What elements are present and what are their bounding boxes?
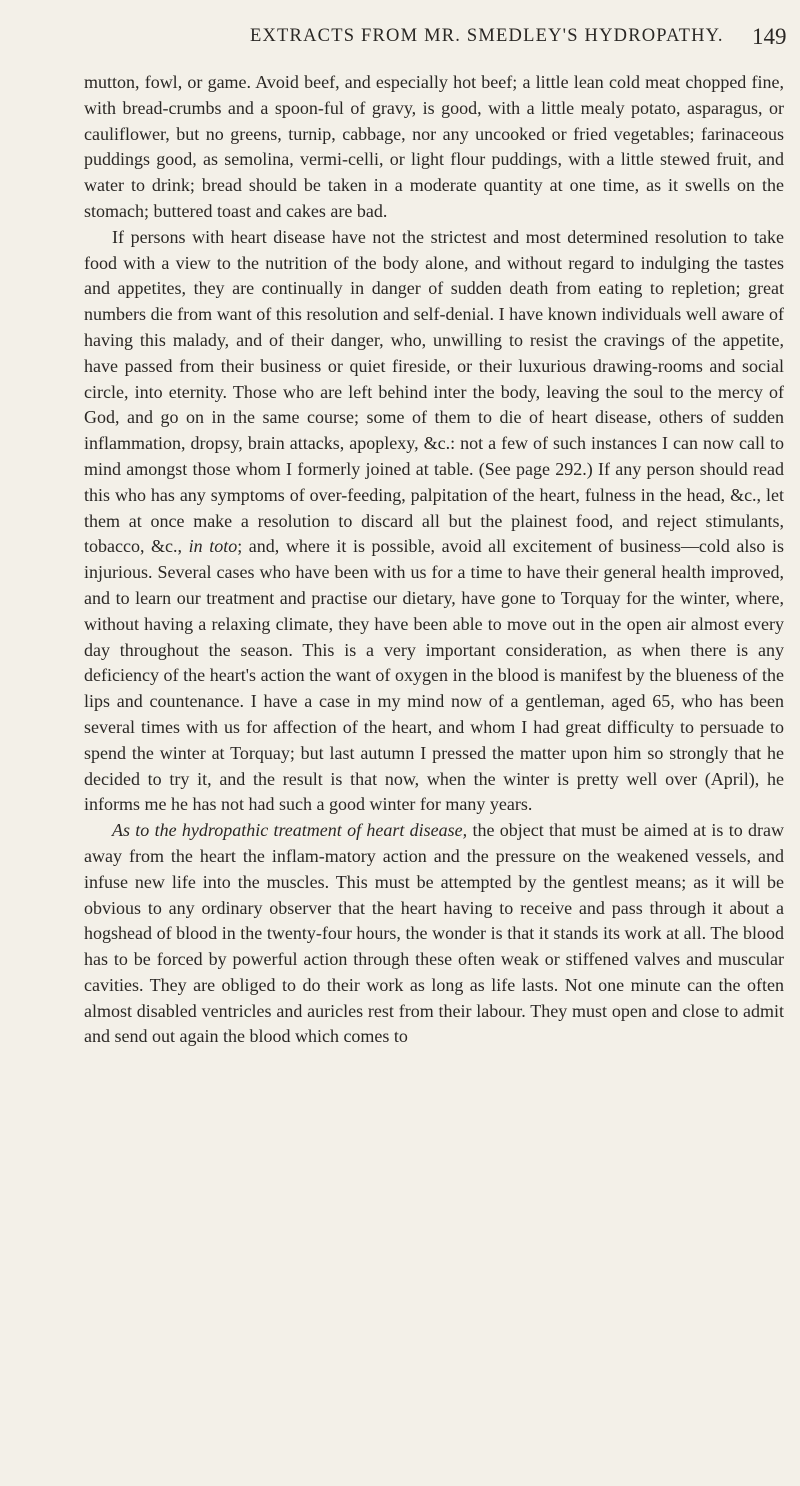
page-body	[84, 70, 784, 1470]
page-header	[40, 24, 787, 60]
paragraph-hydropathic-treatment	[84, 818, 784, 1050]
paragraph-hydropathic-treatment-text: the object that must be aimed at is to draw away from the heart the inflam-matory action and the pressure on the weakened vessels, and infuse new life into the muscles. This must be attempted by the gentlest means; as it will be obvious to any ordinary observer that the heart having to receive and pass through it about a hogshead of blood in the twenty-four hours, the wonder is that it stands its work at all. The blood has to be forced by powerful action through these often weak or stiffened valves and muscular cavities. They are obliged to do their work as long as life lasts. Not one minute can the often almost disabled ventricles and auricles rest from their labour. They must open and close to admit and send out again the blood which comes to	[84, 820, 784, 1047]
paragraph-diet-text: mutton, fowl, or game. Avoid beef, and especially hot beef; a little lean cold meat chopped fine, with bread-crumbs and a spoon-ful of gravy, is good, with a little mealy potato, asparagus, or cauliflower, but no greens, turnip, cabbage, nor any uncooked or fried vegetables; farinaceous puddings good, as semolina, vermi-celli, or light flour puddings, with a little stewed fruit, and water to drink; bread should be taken in a moderate quantity at one time, as it swells on the stomach; buttered toast and cakes are bad.	[84, 72, 784, 221]
paragraph-heart-disease-resolution-text: If persons with heart disease have not the strictest and most determined resolution to take food with a view to the nutrition of the body alone, and without regard to indulging the tastes and appetites, they are continually in danger of sudden death from eating to repletion; great numbers die from want of this resolution and self-denial. I have known individuals well aware of having this malady, and of their danger, who, unwilling to resist the cravings of the appetite, have passed from their business or quiet fireside, or their luxurious drawing-rooms and social circle, into eternity. Those who are left behind inter the body, leaving the soul to the mercy of God, and go on in the same course; some of them to die of heart disease, others of sudden inflammation, dropsy, brain attacks, apoplexy, &c.: not a few of such instances I can now call to mind amongst those whom I formerly joined at table. (See page 292.) If any person should read this who has any symptoms of over-feeding, palpitation of the heart, fulness in the head, &c., let them at once make a resolution to discard all but the plainest food, and reject stimulants, tobacco, &c.,	[84, 226, 784, 557]
paragraph-diet	[84, 70, 784, 225]
page-number: 149	[752, 24, 787, 49]
paragraph-heart-disease-resolution-italic: in toto	[188, 536, 238, 557]
paragraph-hydropathic-treatment-italic: As to the hydropathic treatment of heart disease,	[112, 820, 468, 841]
paragraph-heart-disease-resolution-end: ; and, where it is possible, avoid all excitement of business—cold also is injurious. Several cases who have been with us for a time to have their general health improved, and to learn our treatment and practise our dietary, have gone to Torquay for the winter, where, without having a relaxing climate, they have been able to move out in the open air almost every day throughout the season. This is a very important consideration, as when there is any deficiency of the heart's action the want of oxygen in the blood is manifest by the blueness of the lips and countenance. I have a case in my mind now of a gentleman, aged 65, who has been several times with us for affection of the heart, and whom I had great difficulty to persuade to spend the winter at Torquay; but last autumn I pressed the matter upon him so strongly that he decided to try it, and the result is that now, when the winter is pretty well over (April), he informs me he has not had such a good winter for many years.	[84, 536, 784, 815]
paragraph-heart-disease-resolution	[84, 225, 784, 818]
running-head: EXTRACTS FROM MR. SMEDLEY'S HYDROPATHY.	[250, 26, 724, 46]
